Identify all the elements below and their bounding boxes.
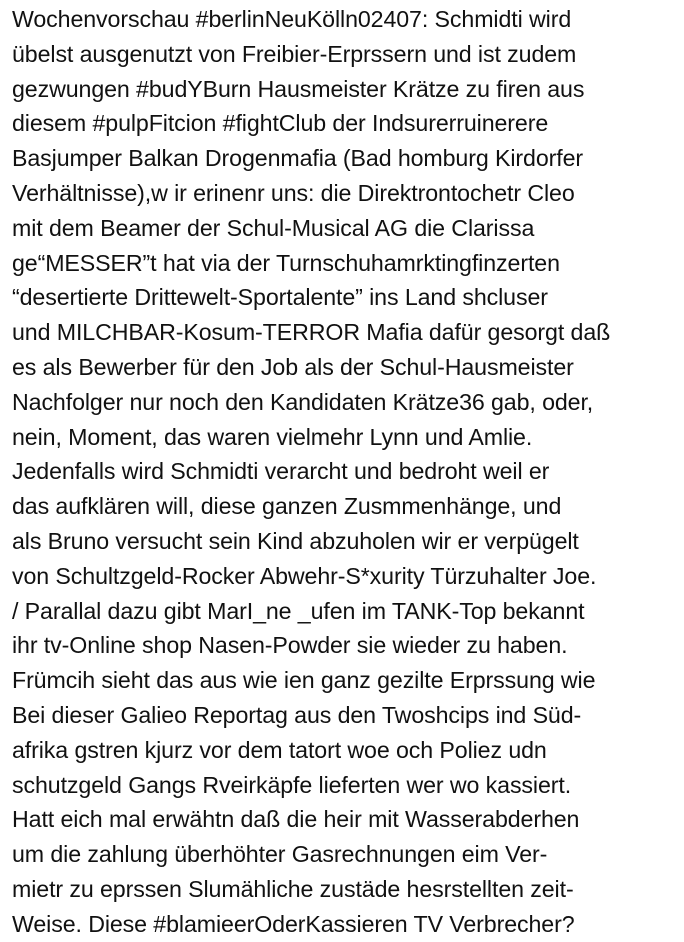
text-line: von Schultzgeld-Rocker Abwehr-S*xurity Türzuhalter Joe. — [12, 562, 597, 589]
text-line: und MILCHBAR-Kosum-TERROR Mafia dafür gesorgt daß — [12, 319, 611, 346]
text-line: mietr zu eprssen Slumähliche zustäde hesrstellten zeit- — [12, 875, 574, 902]
text-line: mit dem Beamer der Schul-Musical AG die Clarissa — [12, 214, 535, 241]
text-line: um die zahlung überhöhter Gasrechnungen eim Ver- — [12, 841, 548, 868]
text-line: übelst ausgenutzt von Freibier-Erprssern und ist zudem — [12, 40, 577, 67]
text-line: Jedenfalls wird Schmidti verarcht und bedroht weil er — [12, 458, 550, 485]
text-line: Wochenvorschau #berlinNeuKölln02407: Schmidti wird — [12, 6, 572, 32]
text-line: Nachfolger nur noch den Kandidaten Krätze36 gab, oder, — [12, 388, 594, 415]
text-line: Verhältnisse),w ir erinenr uns: die Direktrontochetr Cleo — [12, 179, 575, 206]
text-line: “desertierte Drittewelt-Sportalente” ins Land shcluser — [12, 284, 548, 311]
text-line: afrika gstren kjurz vor dem tatort woe och Poliez udn — [12, 736, 547, 763]
text-line: ihr tv-Online shop Nasen-Powder sie wieder zu haben. — [12, 632, 568, 659]
text-line: nein, Moment, das waren vielmehr Lynn und Amlie. — [12, 423, 533, 450]
text-line: diesem #pulpFitcion #fightClub der Indsurerruinerere — [12, 110, 549, 137]
text-line: Hatt eich mal erwähtn daß die heir mit Wasserabderhen — [12, 806, 580, 833]
document-text — [12, 2, 680, 942]
text-line: als Bruno versucht sein Kind abzuholen wir er verpügelt — [12, 527, 579, 554]
text-line: das aufklären will, diese ganzen Zusmmenhänge, und — [12, 493, 562, 520]
text-line: Frümcih sieht das aus wie ien ganz gezilte Erprssung wie — [12, 667, 596, 694]
text-line: gezwungen #budYBurn Hausmeister Krätze zu firen aus — [12, 75, 585, 102]
text-line: / Parallal dazu gibt MarI_ne _ufen im TANK-Top bekannt — [12, 597, 585, 624]
text-line: schutzgeld Gangs Rveirkäpfe lieferten wer wo kassiert. — [12, 771, 572, 798]
text-line: es als Bewerber für den Job als der Schul-Hausmeister — [12, 353, 574, 380]
text-line: ge“MESSER”t hat via der Turnschuhamrktingfinzerten — [12, 249, 560, 276]
text-line: Weise. Diese #blamieerOderKassieren TV Verbrecher? — [12, 910, 575, 937]
text-line: Basjumper Balkan Drogenmafia (Bad homburg Kirdorfer — [12, 145, 583, 172]
text-line: Bei dieser Galieo Reportag aus den Twoshcips ind Süd- — [12, 701, 582, 728]
